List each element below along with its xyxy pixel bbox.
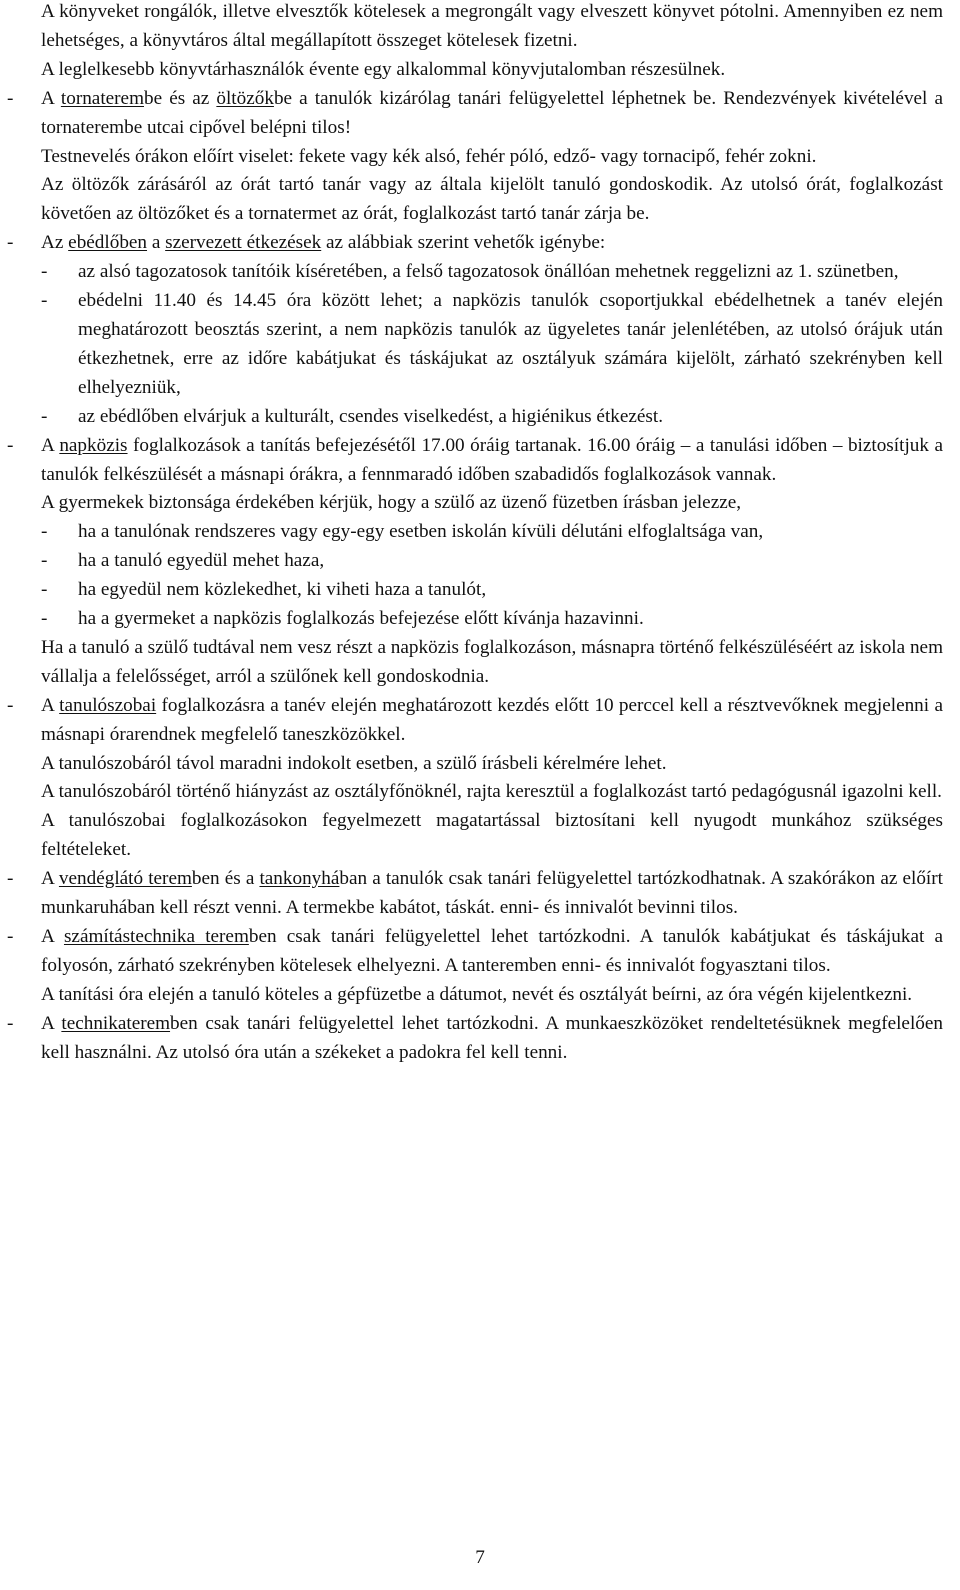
text-run: ben és a (191, 868, 260, 890)
text-run: ban a tanulók csak tanári felügyelettel tartózkodhatnak. A szakórákon az előírt munkaruhában kell részt venni. A termekbe kabátot, táskát. enni- és innivalót bevinni tilos. (41, 868, 943, 919)
paragraph (41, 0, 943, 56)
text-run: A tanulószobáról történő hiányzást az osztályfőnöknél, rajta keresztül a foglalkozást tartó pedagógusnál igazolni kell. (41, 781, 942, 803)
underlined-term: technikaterem (61, 1012, 171, 1034)
list-dash: - (41, 405, 48, 427)
underlined-term: tanulószobai (59, 694, 157, 716)
paragraph (41, 807, 943, 865)
text-run: ha a tanulónak rendszeres vagy egy-egy esetben iskolán kívüli délutáni elfoglaltsága van, (78, 521, 764, 543)
text-run: A (41, 434, 60, 456)
underlined-term: ebédlőben (68, 232, 148, 254)
underlined-term: tornaterem (60, 87, 144, 109)
sub-bullet-item (41, 547, 943, 576)
text-run: Testnevelés órákon előírt viselet: fekete vagy kék alsó, fehér póló, edző- vagy tornacipő, fehér zokni. (41, 145, 817, 167)
paragraph (41, 489, 943, 518)
underlined-term: napközis (59, 434, 128, 456)
text-run: A tanítási óra elején a tanuló köteles a gépfüzetbe a dátumot, nevét és osztályát beírni, az óra végén kijelentkezni. (41, 983, 913, 1005)
text-run: ben csak tanári felügyelettel lehet tartózkodni. A tanulók kabátjukat és táskájukat a folyosón, zárható szekrényben kötelesek elhelyezni. A tanteremben enni- és innivalót fogyasztani tilos. (41, 926, 943, 976)
bullet-item (7, 1010, 943, 1068)
paragraph (41, 171, 943, 229)
text-run: A (41, 868, 59, 890)
text-run: a (147, 232, 166, 254)
text-run: az alsó tagozatosok tanítóik kíséretében, a felső tagozatosok önállóan mehetnek reggelizni az 1. szünetben, (78, 261, 899, 283)
underlined-term: tankonyhá (259, 868, 340, 890)
bullet-item (7, 432, 943, 490)
text-run: ebédelni 11.40 és 14.45 óra között lehet; a napközis tanulók csoportjukkal ebédelhetnek a tanév elején meghatározott beosztás szerint, a nem napközis tanulók az ügyeletes tanár jelenlétében, az utolsó órájuk után étkezhetnek, erre az időre kabátjukat és táskájukat az osztályuk számára kijelölt, zárható szekrényben kell elhelyezniük, (78, 290, 943, 398)
list-dash: - (7, 868, 14, 890)
bullet-item (7, 692, 943, 750)
sub-bullet-item (41, 576, 943, 605)
list-dash: - (41, 608, 48, 630)
bullet-item (7, 923, 943, 981)
list-dash: - (41, 290, 48, 312)
text-run: A (41, 926, 64, 947)
sub-bullet-item (41, 518, 943, 547)
page-number: 7 (475, 1547, 485, 1568)
list-dash: - (7, 232, 14, 254)
text-run: A tanulószobai foglalkozásokon fegyelmezett magatartással biztosítani kell nyugodt munkához szükséges feltételeket. (41, 810, 943, 861)
underlined-term: vendéglátó terem (58, 868, 192, 890)
text-run: az ebédlőben elvárjuk a kulturált, csendes viselkedést, a higiénikus étkezést. (78, 405, 664, 427)
text-run: A (41, 87, 61, 109)
list-dash: - (7, 926, 14, 947)
text-run: foglalkozásra a tanév elején meghatározott kezdés előtt 10 perccel kell a résztvevőknek megjelenni a másnapi órarendnek megfelelő taneszközökkel. (41, 694, 943, 745)
sub-bullet-item (41, 287, 943, 403)
paragraph (41, 981, 943, 1010)
text-run: ha a tanuló egyedül mehet haza, (78, 550, 325, 572)
text-run: Ha a tanuló a szülő tudtával nem vesz részt a napközis foglalkozáson, másnapra történő felkészüléséért az iskola nem vállalja a felelősséget, arról a szülőnek kell gondoskodnia. (41, 636, 943, 687)
underlined-term: szervezett étkezések (165, 232, 322, 254)
paragraph (41, 778, 943, 807)
text-run: A (41, 1012, 62, 1034)
paragraph (41, 56, 943, 85)
list-dash: - (41, 521, 48, 543)
list-dash: - (41, 261, 48, 283)
text-run: az alábbiak szerint vehetők igénybe: (321, 232, 606, 254)
bullet-item (7, 865, 943, 923)
list-dash: - (7, 1012, 14, 1034)
list-dash: - (7, 694, 14, 716)
text-run: be a tanulók kizárólag tanári felügyelettel léphetnek be. Rendezvények kivételével a tornaterembe utcai cipővel belépni tilos! (41, 87, 943, 138)
text-run: Az (41, 232, 69, 254)
text-run: A (41, 694, 60, 716)
sub-bullet-item (41, 605, 943, 634)
text-run: Az öltözők zárásáról az órát tartó tanár vagy az általa kijelölt tanuló gondoskodik. Az utolsó órát, foglalkozást követően az öltözőket és a tornatermet az órát, foglalkozást tartó tanár zárja be. (41, 174, 943, 225)
list-dash: - (7, 434, 14, 456)
text-run: foglalkozások a tanítás befejezésétől 17.00 óráig tartanak. 16.00 óráig – a tanulási időben – biztosítjuk a tanulók felkészülését a másnapi órákra, a fennmaradó időben szabadidős foglalkozások vannak. (41, 434, 943, 485)
underlined-term: számítástechnika terem (63, 926, 249, 947)
text-run: be és az (144, 87, 217, 109)
text-run: A könyveket rongálók, illetve elvesztők kötelesek a megrongált vagy elveszett könyvet pótolni. Amennyiben ez nem lehetséges, a könyvtáros által megállapított összeget kötelesek fizetni. (41, 1, 943, 51)
bullet-item (7, 85, 943, 143)
text-run: ben csak tanári felügyelettel lehet tartózkodni. A munkaeszközöket rendeltetésüknek megfelelően kell használni. Az utolsó óra után a székeket a padokra fel kell tenni. (41, 1012, 943, 1063)
paragraph (41, 143, 943, 172)
text-run: A leglelkesebb könyvtárhasználók évente egy alkalommal könyvjutalomban részesülnek. (41, 58, 726, 80)
text-run: ha a gyermeket a napközis foglalkozás befejezése előtt kívánja hazavinni. (78, 608, 644, 630)
list-dash: - (41, 550, 48, 572)
text-run: A tanulószobáról távol maradni indokolt esetben, a szülő írásbeli kérelmére lehet. (41, 752, 667, 774)
underlined-term: öltözők (216, 87, 274, 109)
list-dash: - (41, 579, 48, 601)
paragraph (41, 750, 943, 779)
text-run: A gyermekek biztonsága érdekében kérjük, hogy a szülő az üzenő füzetben írásban jelezze, (41, 492, 742, 514)
sub-bullet-item (41, 258, 943, 287)
paragraph (41, 634, 943, 692)
text-run: ha egyedül nem közlekedhet, ki viheti haza a tanulót, (78, 579, 487, 601)
list-dash: - (7, 87, 14, 109)
bullet-item (7, 229, 943, 258)
sub-bullet-item (41, 403, 943, 432)
